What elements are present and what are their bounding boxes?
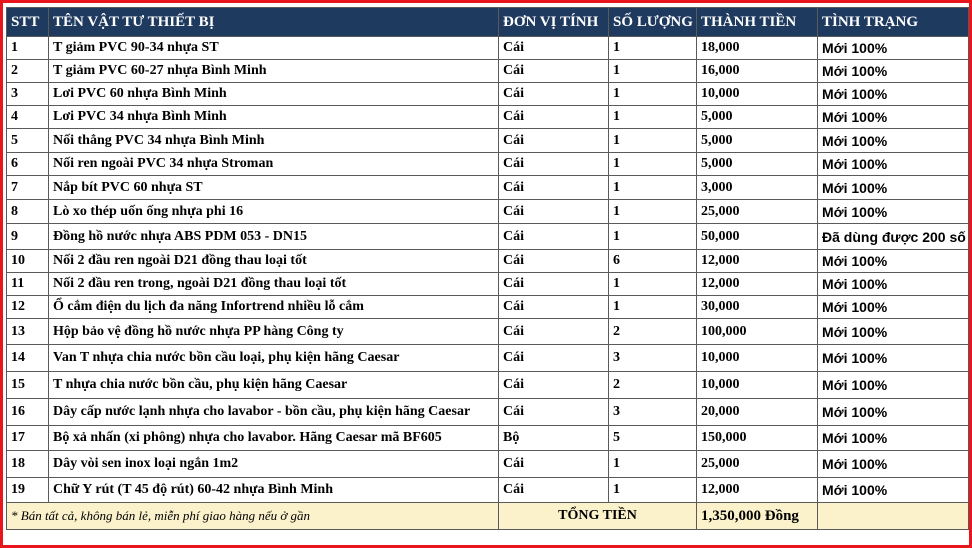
cell-unit: Cái xyxy=(499,372,609,399)
cell-name: T nhựa chia nước bồn cầu, phụ kiện hãng Caesar xyxy=(49,372,499,399)
cell-amount: 10,000 xyxy=(697,345,818,372)
cell-amount: 150,000 xyxy=(697,426,818,451)
cell-status: Mới 100% xyxy=(818,250,969,273)
cell-amount: 18,000 xyxy=(697,37,818,60)
cell-unit: Cái xyxy=(499,319,609,345)
cell-amount: 25,000 xyxy=(697,200,818,224)
cell-unit: Cái xyxy=(499,176,609,200)
cell-amount: 5,000 xyxy=(697,129,818,153)
cell-name: Nối 2 đầu ren trong, ngoài D21 đồng thau loại tốt xyxy=(49,273,499,296)
cell-name: Dây cấp nước lạnh nhựa cho lavabor - bồn cầu, phụ kiện hãng Caesar xyxy=(49,399,499,426)
cell-qty: 1 xyxy=(609,296,697,319)
header-unit: ĐƠN VỊ TÍNH xyxy=(499,8,609,37)
cell-stt: 14 xyxy=(7,345,49,372)
cell-stt: 1 xyxy=(7,37,49,60)
cell-qty: 1 xyxy=(609,273,697,296)
cell-qty: 1 xyxy=(609,37,697,60)
cell-amount: 30,000 xyxy=(697,296,818,319)
cell-status: Mới 100% xyxy=(818,426,969,451)
cell-status: Mới 100% xyxy=(818,478,969,503)
cell-name: Nối thẳng PVC 34 nhựa Bình Minh xyxy=(49,129,499,153)
cell-stt: 8 xyxy=(7,200,49,224)
cell-name: Van T nhựa chia nước bồn cầu loại, phụ kiện hãng Caesar xyxy=(49,345,499,372)
header-amount: THÀNH TIỀN xyxy=(697,8,818,37)
cell-qty: 3 xyxy=(609,345,697,372)
cell-qty: 1 xyxy=(609,200,697,224)
cell-stt: 18 xyxy=(7,451,49,478)
cell-qty: 3 xyxy=(609,399,697,426)
cell-qty: 6 xyxy=(609,250,697,273)
cell-amount: 20,000 xyxy=(697,399,818,426)
cell-amount: 5,000 xyxy=(697,106,818,129)
table-row xyxy=(7,106,969,129)
cell-name: Dây vòi sen inox loại ngắn 1m2 xyxy=(49,451,499,478)
cell-qty: 5 xyxy=(609,426,697,451)
header-qty: SỐ LƯỢNG xyxy=(609,8,697,37)
cell-unit: Cái xyxy=(499,296,609,319)
cell-name: Lò xo thép uốn ống nhựa phi 16 xyxy=(49,200,499,224)
cell-stt: 5 xyxy=(7,129,49,153)
cell-stt: 12 xyxy=(7,296,49,319)
total-label: TỔNG TIỀN xyxy=(499,503,697,530)
cell-name: Lơi PVC 60 nhựa Bình Minh xyxy=(49,83,499,106)
cell-unit: Cái xyxy=(499,273,609,296)
cell-name: Nối ren ngoài PVC 34 nhựa Stroman xyxy=(49,153,499,176)
header-stt: STT xyxy=(7,8,49,37)
table-row xyxy=(7,153,969,176)
total-value: 1,350,000 Đồng xyxy=(697,503,818,530)
cell-qty: 1 xyxy=(609,176,697,200)
cell-stt: 19 xyxy=(7,478,49,503)
cell-qty: 1 xyxy=(609,83,697,106)
cell-amount: 12,000 xyxy=(697,478,818,503)
table-row xyxy=(7,399,969,426)
cell-unit: Cái xyxy=(499,60,609,83)
cell-name: Ổ cắm điện du lịch đa năng Infortrend nhiều lỗ cắm xyxy=(49,296,499,319)
cell-stt: 16 xyxy=(7,399,49,426)
table-row xyxy=(7,296,969,319)
cell-status: Mới 100% xyxy=(818,319,969,345)
cell-unit: Cái xyxy=(499,200,609,224)
table-footer-row xyxy=(7,503,969,530)
cell-stt: 11 xyxy=(7,273,49,296)
table-row xyxy=(7,451,969,478)
cell-qty: 2 xyxy=(609,372,697,399)
cell-amount: 25,000 xyxy=(697,451,818,478)
cell-status: Mới 100% xyxy=(818,399,969,426)
cell-unit: Cái xyxy=(499,345,609,372)
cell-name: T giảm PVC 60-27 nhựa Bình Minh xyxy=(49,60,499,83)
cell-amount: 5,000 xyxy=(697,153,818,176)
cell-stt: 2 xyxy=(7,60,49,83)
cell-qty: 1 xyxy=(609,451,697,478)
cell-stt: 6 xyxy=(7,153,49,176)
cell-qty: 1 xyxy=(609,106,697,129)
cell-name: Nối 2 đầu ren ngoài D21 đồng thau loại tốt xyxy=(49,250,499,273)
cell-unit: Cái xyxy=(499,153,609,176)
cell-unit: Cái xyxy=(499,478,609,503)
cell-name: Chữ Y rút (T 45 độ rút) 60-42 nhựa Bình Minh xyxy=(49,478,499,503)
cell-name: Bộ xả nhấn (xi phông) nhựa cho lavabor. Hãng Caesar mã BF605 xyxy=(49,426,499,451)
cell-status: Mới 100% xyxy=(818,106,969,129)
cell-qty: 1 xyxy=(609,478,697,503)
cell-stt: 4 xyxy=(7,106,49,129)
cell-amount: 12,000 xyxy=(697,250,818,273)
table-row xyxy=(7,250,969,273)
cell-qty: 1 xyxy=(609,129,697,153)
cell-status: Đã dùng được 200 số xyxy=(818,224,969,250)
cell-status: Mới 100% xyxy=(818,372,969,399)
cell-status: Mới 100% xyxy=(818,345,969,372)
table-row xyxy=(7,129,969,153)
cell-unit: Cái xyxy=(499,224,609,250)
cell-status: Mới 100% xyxy=(818,129,969,153)
cell-unit: Cái xyxy=(499,106,609,129)
table-row xyxy=(7,176,969,200)
cell-status: Mới 100% xyxy=(818,60,969,83)
table-header-row xyxy=(7,8,969,37)
cell-stt: 17 xyxy=(7,426,49,451)
cell-amount: 16,000 xyxy=(697,60,818,83)
cell-name: Nắp bít PVC 60 nhựa ST xyxy=(49,176,499,200)
cell-name: Đồng hồ nước nhựa ABS PDM 053 - DN15 xyxy=(49,224,499,250)
cell-status: Mới 100% xyxy=(818,83,969,106)
equipment-table xyxy=(6,7,969,530)
table-row xyxy=(7,37,969,60)
cell-amount: 10,000 xyxy=(697,83,818,106)
table-row xyxy=(7,345,969,372)
table-row xyxy=(7,83,969,106)
table-row xyxy=(7,426,969,451)
cell-amount: 10,000 xyxy=(697,372,818,399)
cell-status: Mới 100% xyxy=(818,153,969,176)
table-row xyxy=(7,200,969,224)
cell-stt: 7 xyxy=(7,176,49,200)
cell-amount: 100,000 xyxy=(697,319,818,345)
table-row xyxy=(7,224,969,250)
cell-amount: 50,000 xyxy=(697,224,818,250)
cell-stt: 15 xyxy=(7,372,49,399)
footer-note: * Bán tất cả, không bán lẻ, miễn phí giao hàng nếu ở gần xyxy=(7,503,499,530)
table-row xyxy=(7,60,969,83)
cell-stt: 3 xyxy=(7,83,49,106)
cell-unit: Cái xyxy=(499,250,609,273)
table-row xyxy=(7,319,969,345)
cell-unit: Cái xyxy=(499,399,609,426)
cell-unit: Cái xyxy=(499,83,609,106)
table-row xyxy=(7,372,969,399)
cell-status: Mới 100% xyxy=(818,37,969,60)
header-name: TÊN VẬT TƯ THIẾT BỊ xyxy=(49,8,499,37)
cell-status: Mới 100% xyxy=(818,200,969,224)
header-status: TÌNH TRẠNG xyxy=(818,8,969,37)
cell-name: T giảm PVC 90-34 nhựa ST xyxy=(49,37,499,60)
cell-stt: 9 xyxy=(7,224,49,250)
cell-name: Lơi PVC 34 nhựa Bình Minh xyxy=(49,106,499,129)
cell-qty: 1 xyxy=(609,224,697,250)
cell-unit: Cái xyxy=(499,129,609,153)
table-row xyxy=(7,478,969,503)
cell-qty: 2 xyxy=(609,319,697,345)
footer-empty-cell xyxy=(818,503,969,530)
cell-status: Mới 100% xyxy=(818,451,969,478)
cell-stt: 10 xyxy=(7,250,49,273)
cell-unit: Bộ xyxy=(499,426,609,451)
cell-status: Mới 100% xyxy=(818,273,969,296)
cell-unit: Cái xyxy=(499,451,609,478)
cell-stt: 13 xyxy=(7,319,49,345)
cell-unit: Cái xyxy=(499,37,609,60)
cell-status: Mới 100% xyxy=(818,176,969,200)
cell-qty: 1 xyxy=(609,60,697,83)
cell-name: Hộp bảo vệ đồng hồ nước nhựa PP hàng Công ty xyxy=(49,319,499,345)
cell-amount: 12,000 xyxy=(697,273,818,296)
cell-qty: 1 xyxy=(609,153,697,176)
table-row xyxy=(7,273,969,296)
cell-amount: 3,000 xyxy=(697,176,818,200)
cell-status: Mới 100% xyxy=(818,296,969,319)
